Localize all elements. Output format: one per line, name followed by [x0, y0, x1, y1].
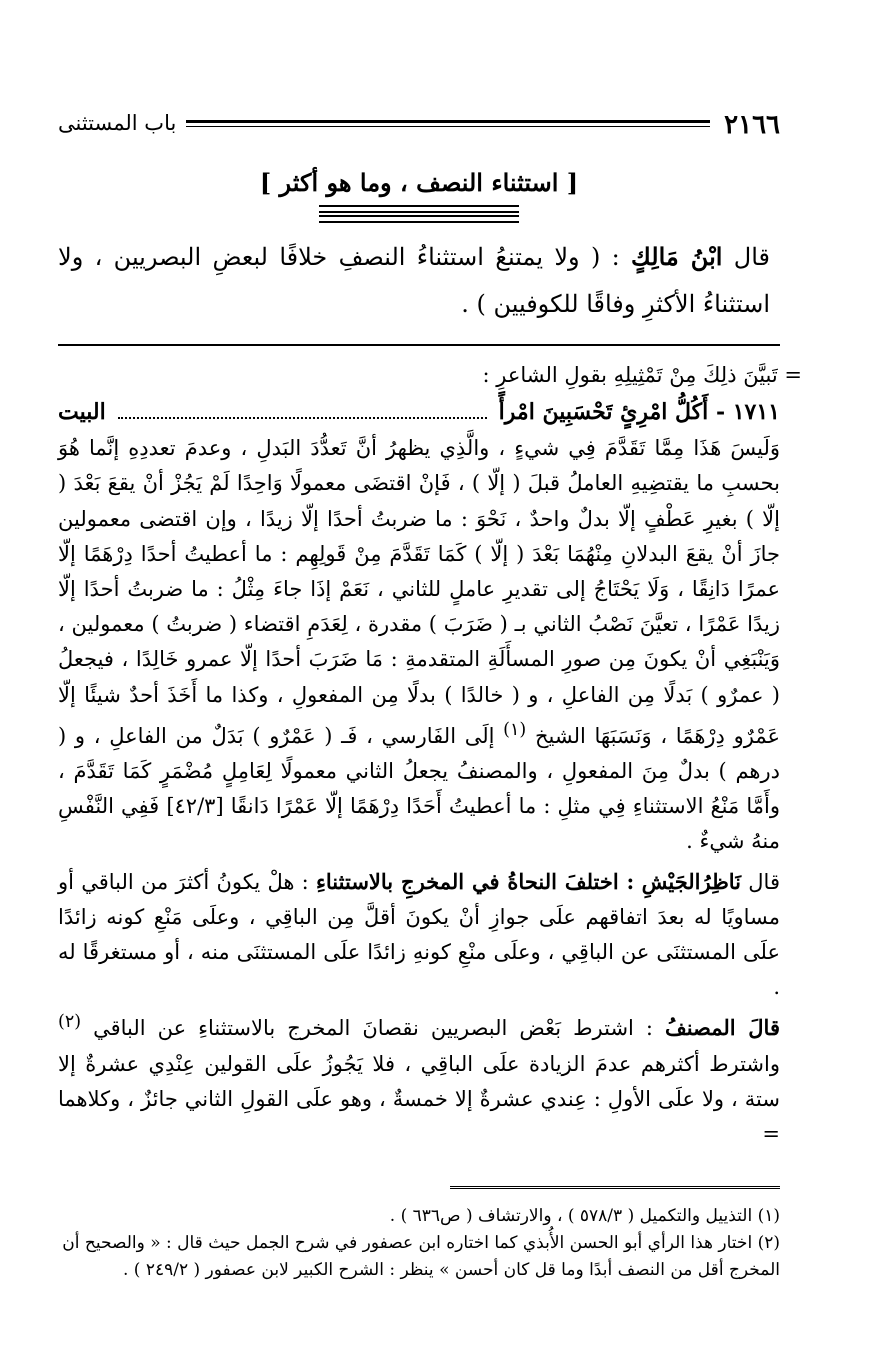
- nazir-lead: قال: [748, 869, 780, 894]
- title-ornament-rule: [319, 205, 519, 223]
- nazir-text: : هلْ يكونُ أكثرَ من الباقي أو مساويًا له بعدَ اتفاقهم علَى جوازِ أنْ يكونَ أقلَّ مِن الباقِي ، وعلَى مَنْعِ كونه زائدًا علَى المستثنَى عن الباقِي ، وعلَى منْعِ كونهِ زائدًا علَى المستثنَى منه ، أو مستغرقًا له .: [58, 869, 780, 1000]
- footnote-marker: (٢): [58, 1012, 82, 1033]
- footnote: (١) التذييل والتكميل ( ٥٧٨/٣ ) ، والارتشاف ( ص٦٣٦ ) .: [389, 1206, 780, 1227]
- verse-end: البيت: [58, 399, 106, 426]
- section-title: [ استثناء النصف ، وما هو أكثر ]: [259, 168, 579, 197]
- musannif-text: : اشترط بَعْض البصريين نقصانَ المخرج بالاستثناءِ عن الباقي: [93, 1016, 653, 1041]
- verse-dots: [118, 393, 487, 419]
- paragraph-text: فَفِي النَّفْسِ منهُ شيءٌ .: [58, 794, 780, 854]
- nazir-paragraph: [58, 864, 780, 1006]
- header-rule: [186, 120, 710, 127]
- chapter-title: باب المستثنى: [58, 111, 177, 135]
- page-number: ٢١٦٦: [724, 110, 780, 140]
- nazir-heading: : اختلفَ النحاةُ في المخرجِ بالاستثناءِ: [316, 868, 635, 894]
- matn-lead: قال: [733, 243, 770, 271]
- musannif-text: واشترط أكثرهم عدمَ الزيادة علَى الباقِي ، فلا يَجُوزُ علَى القولين عِنْدِي عشرةٌ إلا ستة ، ولا علَى الأولِ : عِندي عشرةٌ إلا خمسةٌ ، وهو علَى القولِ الثاني جائزٌ ، وكلاهما =: [58, 1051, 780, 1147]
- verse-text: أَكُلُّ امْرِئٍ تَحْسَبِينَ امْرأً: [498, 399, 709, 426]
- volume-reference: [٤٢/٣]: [166, 794, 224, 819]
- verse-number: ١٧١١ -: [715, 399, 780, 426]
- paragraph-text: وَلَيسَ هَذَا مِمَّا تَقَدَّمَ فِي شيءٍ ، والَّذِي يظهرُ أنَّ تَعدُّدَ البَدلِ ، وعدمَ تعددِهِ إنَّما هُوَ بحسبِ ما يقتضِيهِ العاملُ قبلَ ( إلّا ) ، فَإنْ اقتضَى معمولًا وَاحِدًا لَمْ يَجُزْ أنْ يقعَ بَعْدَ ( إلّا ) بغيرِ عَطْفٍ إلّا بدلٌ واحدٌ ، نَحْوَ : ما ضربتُ أحدًا إلّا زيدًا ، وإن اقتضى معمولين جازَ أنْ يقعَ البدلانِ مِنْهُمَا بَعْدَ ( إلّا ) كَمَا تَقَدَّمَ مِنْ قَولِهِم : ما أعطيتُ أحدًا دِرْهَمًا إلّا عمرًا دَانِقًا ، وَلَا يَحْتَاجُ إلى تقديرِ عاملٍ للثاني ، نَعَمْ إذَا جاءَ مِثْلُ : ما ضربتُ أحدًا إلّا زيدًا عَمْرًا ، تعيَّنَ نَصْبُ الثاني بـ ( ضَرَبَ ) مقدرة ، لِعَدَمِ اقتضاء ( ضربتُ ) معمولين ، وَيَنْبَغِي أنْ يكونَ مِن صورِ المسأَلَةِ المتقدمةِ : مَا ضَرَبَ أحدًا إلّا عمرو خَالِدًا ، فيجعلُ ( عمرٌو ) بَدلًا مِن الفاعلِ ، و ( خالدًا ) بدلًا مِن المفعولِ ، وكذا ما أَخَذَ أحدٌ شيئًا إلّا عَمْرٌو دِرْهَمًا ، وَنَسَبَهَا الشيخ: [58, 436, 780, 748]
- commentary: [58, 358, 802, 1152]
- paragraph-text: إلَى الفَارسي ، فَـ ( عَمْرٌو ) بَدَلٌ من الفاعلِ ، و ( درهم ) بدلٌ مِنَ المفعولِ ، والمصنفُ يجعلُ الثاني معمولًا لِعَامِلٍ مُضْمَرٍ كَمَا تَقَدَّمَ ، وأَمَّا مَنْعُ الاستثناءِ فِي مثلِ : ما أعطيتُ أَحَدًا دِرْهَمًا إلّا عَمْرًا دَانقًا: [58, 723, 780, 819]
- running-header: [58, 108, 780, 142]
- paragraph: [58, 431, 780, 859]
- footnote: (٢) اختار هذا الرأي أبو الحسن الأُبذي كما اختاره ابن عصفور في شرح الجمل حيث قال : « والصحيح أن المخرج أقل من النصف أبدًا وما قل كان أحسن » ينظر : الشرح الكبير لابن عصفور ( ٢٤٩/٢ ) .: [62, 1233, 780, 1281]
- matn-text: [58, 233, 770, 328]
- footnote-marker: (١): [503, 719, 527, 740]
- separator-rule: [58, 344, 780, 346]
- musannif-paragraph: [58, 1005, 780, 1152]
- footnote-rule: [450, 1186, 780, 1193]
- page: [58, 108, 802, 1284]
- matn-body: : ( ولا يمتنعُ استثناءُ النصفِ خلافًا لبعضِ البصريين ، ولا استثناءُ الأكثرِ وفاقًا للكوفيين ) .: [58, 243, 770, 318]
- footnotes: [58, 1203, 780, 1284]
- musannif-name: قالَ المصنفُ: [664, 1015, 780, 1041]
- sharh-intro: = تَبيَّنَ ذلِكَ مِنْ تَمْثِيلِهِ بقولِ الشاعرِ :: [482, 363, 802, 387]
- nazir-name: نَاظِرُالجَيْشِ: [641, 868, 742, 894]
- author-name: ابْنُ مَالِكٍ: [631, 242, 723, 271]
- verse-line: [58, 393, 780, 431]
